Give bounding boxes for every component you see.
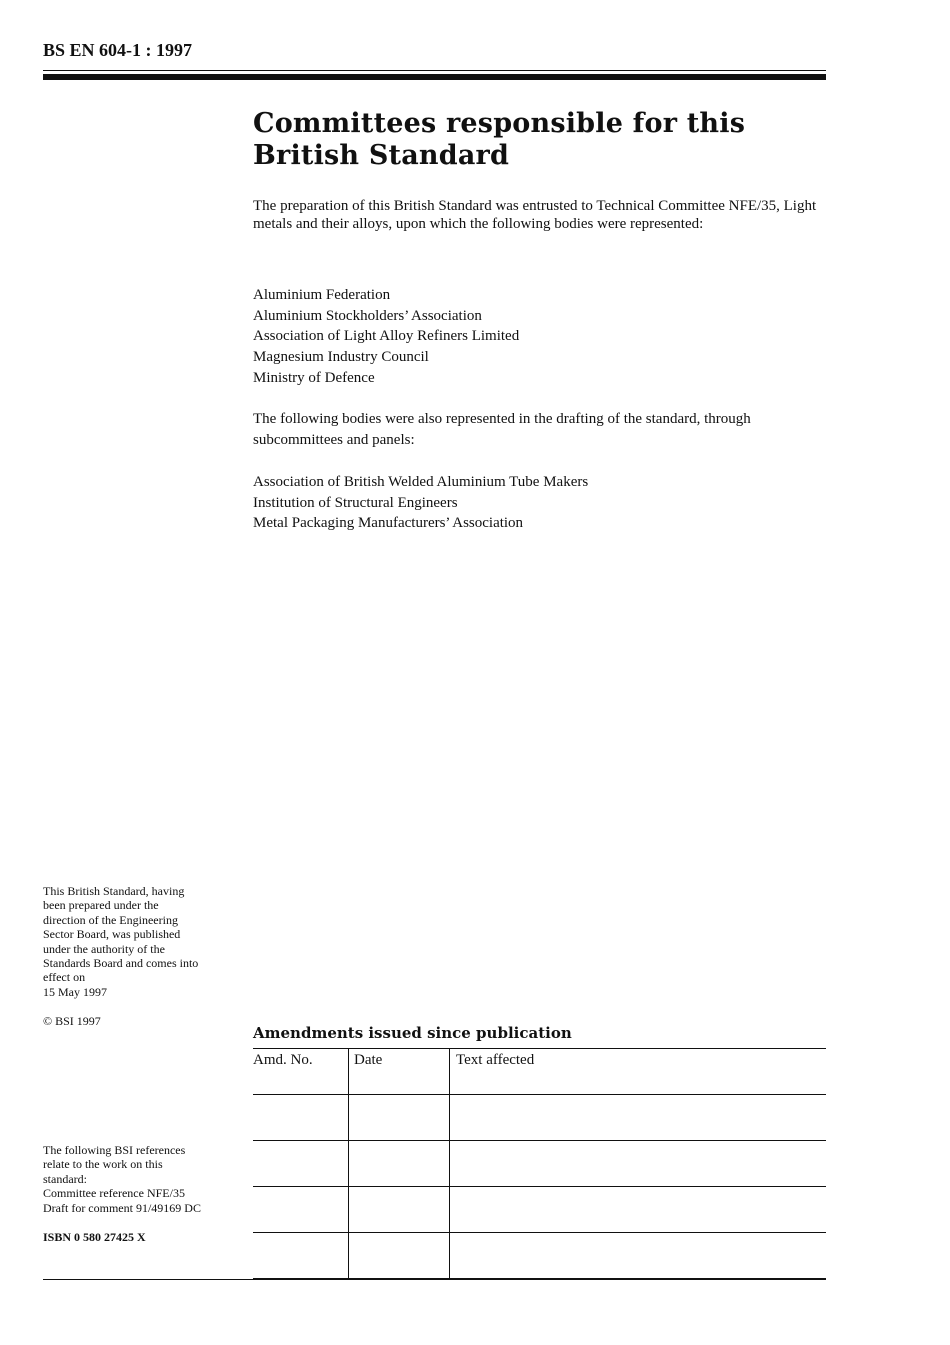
reference-line: relate to the work on this [43, 1157, 163, 1172]
page-title-line-2: British Standard [253, 140, 510, 171]
list-item: Association of Light Alloy Refiners Limited [253, 328, 520, 345]
publication-note-line: This British Standard, having [43, 884, 185, 898]
header-rule-thick [43, 74, 826, 80]
table-cell [253, 1233, 349, 1279]
bsi-references [43, 1143, 243, 1215]
publication-note [43, 884, 243, 999]
list-item: Association of British Welded Aluminium Tube Makers [253, 474, 589, 490]
table-cell [349, 1095, 450, 1141]
publication-note-line: effect on [43, 970, 86, 985]
publication-note-line: under the authority of the [43, 941, 165, 956]
amendments-table [253, 1048, 826, 1279]
list-item: Ministry of Defence [253, 369, 375, 386]
committee-bodies-list [253, 285, 519, 389]
reference-line: Committee reference NFE/35 [43, 1186, 185, 1201]
table-cell [450, 1233, 827, 1279]
table-row [253, 1233, 826, 1279]
list-item: Aluminium Stockholders’ Association [253, 307, 482, 324]
page-title [253, 108, 813, 172]
table-cell [253, 1187, 349, 1233]
document-id: BS EN 604-1 : 1997 [43, 40, 193, 60]
table-cell [349, 1141, 450, 1187]
reference-line: standard: [43, 1171, 87, 1186]
header-rule-thin [43, 70, 826, 71]
list-item: Metal Packaging Manufacturers’ Association [253, 515, 524, 532]
page-title-line-1: Committees responsible for this [253, 108, 746, 139]
amendments-title: Amendments issued since publication [253, 1024, 572, 1042]
column-header-amd-no: Amd. No. [253, 1049, 349, 1095]
intro-paragraph: The preparation of this British Standard was entrusted to Technical Committee NFE/35, Light metals and their alloys, upon which the following bodies were represented: [253, 198, 817, 232]
table-row [253, 1095, 826, 1141]
drafting-paragraph: The following bodies were also represented in the drafting of the standard, through subcommittees and panels: [253, 411, 751, 448]
list-item: Aluminium Federation [253, 287, 391, 303]
isbn: ISBN 0 580 27425 X [43, 1230, 146, 1244]
table-cell [450, 1141, 827, 1187]
column-header-date: Date [349, 1049, 450, 1095]
table-header-row [253, 1049, 826, 1095]
table-cell [253, 1095, 349, 1141]
table-cell [450, 1095, 827, 1141]
publication-note-line: Standards Board and comes into [43, 956, 199, 971]
footer-rule [43, 1279, 826, 1280]
table-cell [450, 1187, 827, 1233]
table-cell [349, 1233, 450, 1279]
column-header-text-affected: Text affected [450, 1049, 827, 1095]
subcommittee-bodies-list [253, 472, 588, 534]
publication-note-line: direction of the Engineering [43, 912, 178, 927]
publication-note-line: been prepared under the [43, 898, 159, 913]
table-row [253, 1187, 826, 1233]
table-cell [349, 1187, 450, 1233]
publication-note-line: Sector Board, was published [43, 927, 181, 942]
table-cell [253, 1141, 349, 1187]
publication-note-line: 15 May 1997 [43, 984, 107, 999]
reference-line: The following BSI references [43, 1143, 186, 1157]
list-item: Institution of Structural Engineers [253, 494, 458, 511]
reference-line: Draft for comment 91/49169 DC [43, 1200, 201, 1215]
list-item: Magnesium Industry Council [253, 349, 429, 366]
copyright-notice: © BSI 1997 [43, 1014, 101, 1028]
table-row [253, 1141, 826, 1187]
